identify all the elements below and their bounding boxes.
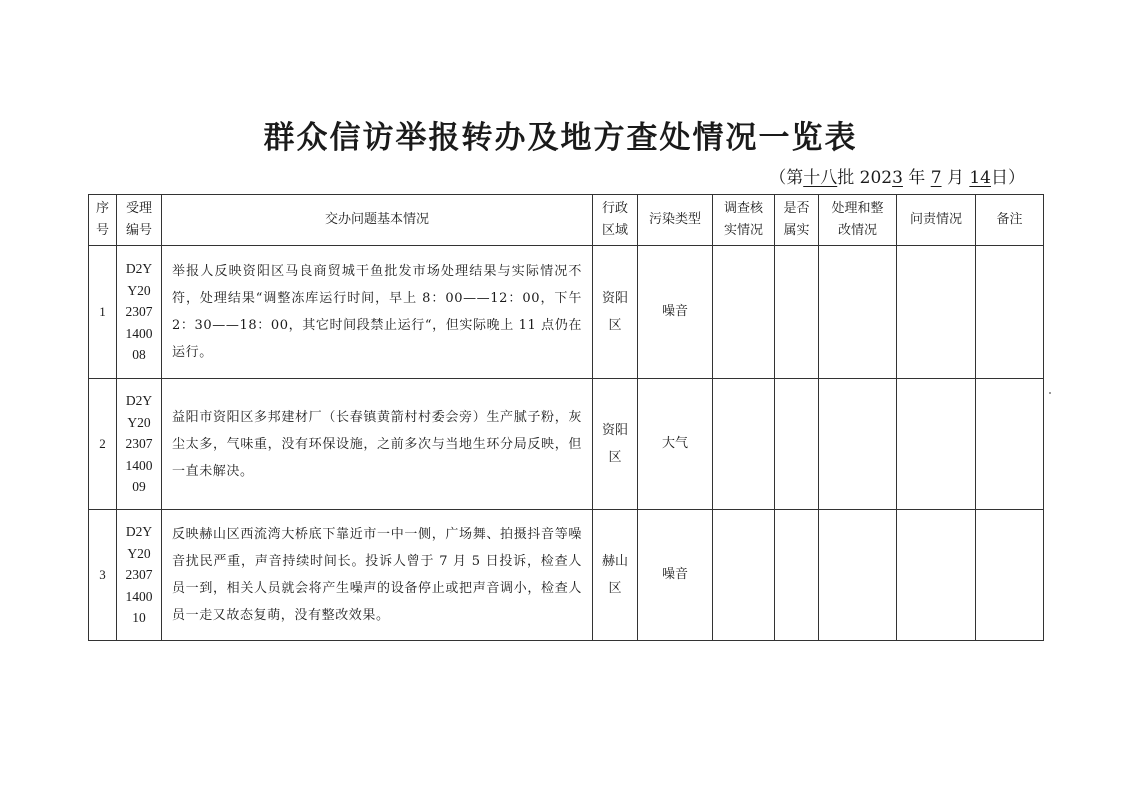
header-row xyxy=(89,195,1044,246)
header-accountability: 问责情况 xyxy=(897,195,976,246)
header-pollution: 污染类型 xyxy=(638,195,713,246)
batch-date-note: （第十八批 2023 年 7 月 14日） xyxy=(769,168,1025,188)
cell-remarks xyxy=(976,246,1044,379)
header-remarks: 备注 xyxy=(976,195,1044,246)
header-id: 受理 编号 xyxy=(117,195,162,246)
cell-remarks xyxy=(976,510,1044,641)
table-row xyxy=(89,379,1044,510)
batch-number: 十八 xyxy=(803,168,838,188)
header-seq: 序 号 xyxy=(89,195,117,246)
cell-seq: 1 xyxy=(89,246,117,379)
cell-id: D2Y Y20 2307 1400 09 xyxy=(117,379,162,510)
cell-district: 资阳 区 xyxy=(593,379,638,510)
day-value: 14 xyxy=(969,168,991,188)
cell-verified xyxy=(775,246,819,379)
table-row xyxy=(89,510,1044,641)
header-district: 行政 区域 xyxy=(593,195,638,246)
cell-district: 赫山 区 xyxy=(593,510,638,641)
header-content: 交办问题基本情况 xyxy=(162,195,593,246)
cell-pollution: 大气 xyxy=(638,379,713,510)
cell-accountability xyxy=(897,246,976,379)
cell-remarks xyxy=(976,379,1044,510)
cell-content: 益阳市资阳区多邦建材厂（长春镇黄箭村村委会旁）生产腻子粉，灰尘太多，气味重，没有环保设施，之前多次与当地生环分局反映，但一直未解决。 xyxy=(162,379,593,510)
page-title: 群众信访举报转办及地方查处情况一览表 xyxy=(263,120,858,156)
table-row xyxy=(89,246,1044,379)
cell-district: 资阳 区 xyxy=(593,246,638,379)
cell-verified xyxy=(775,379,819,510)
cell-accountability xyxy=(897,379,976,510)
year-last-digit: 3 xyxy=(892,168,903,188)
header-verified: 是否 属实 xyxy=(775,195,819,246)
cell-investigation xyxy=(713,510,775,641)
cell-verified xyxy=(775,510,819,641)
header-investigation: 调查核 实情况 xyxy=(713,195,775,246)
cell-handling xyxy=(819,510,897,641)
cell-accountability xyxy=(897,510,976,641)
scan-speck xyxy=(1049,392,1051,394)
cell-handling xyxy=(819,246,897,379)
cell-seq: 2 xyxy=(89,379,117,510)
cell-pollution: 噪音 xyxy=(638,510,713,641)
cell-pollution: 噪音 xyxy=(638,246,713,379)
cell-content: 举报人反映资阳区马良商贸城干鱼批发市场处理结果与实际情况不符，处理结果“调整冻库运行时间，早上 8：00——12：00，下午 2：30——18：00，其它时间段禁止运行“，但实际晚上 11 点仍在运行。 xyxy=(162,246,593,379)
cell-handling xyxy=(819,379,897,510)
cell-id: D2Y Y20 2307 1400 08 xyxy=(117,246,162,379)
cell-seq: 3 xyxy=(89,510,117,641)
cell-investigation xyxy=(713,379,775,510)
cell-id: D2Y Y20 2307 1400 10 xyxy=(117,510,162,641)
cell-investigation xyxy=(713,246,775,379)
cell-content: 反映赫山区西流湾大桥底下靠近市一中一侧，广场舞、拍摄抖音等噪音扰民严重，声音持续时间长。投诉人曾于 7 月 5 日投诉，检查人员一到，相关人员就会将产生噪声的设备停止或把声音调小，检查人员一走又故态复萌，没有整改效果。 xyxy=(162,510,593,641)
petition-table xyxy=(88,194,1044,641)
month-value: 7 xyxy=(930,168,942,188)
header-handling: 处理和整 改情况 xyxy=(819,195,897,246)
